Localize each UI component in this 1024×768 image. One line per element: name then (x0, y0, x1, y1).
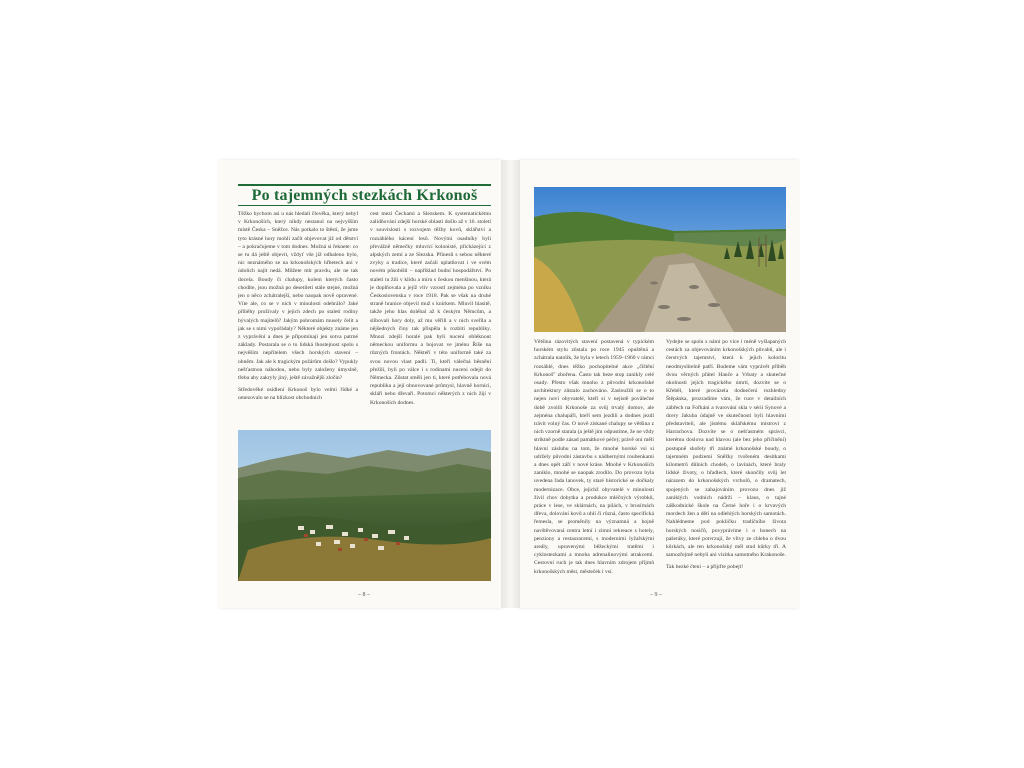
paragraph: Středověké osídlení Krkonoš bylo velmi řídké a omezovalo se na blízkost obchodních (238, 387, 358, 402)
left-column-2 (370, 210, 491, 424)
page-number-right: – 9 – (650, 592, 662, 598)
right-column-1 (534, 338, 654, 592)
title-rule-bottom (238, 205, 491, 206)
paragraph: Vydejte se spolu s námi po více i méně vyšlapaných cestách za objevováním krkonošských půvabů, ale i čerstvých tajemství, která k jejich koloritu neodmyslitelně patří. Budeme vám vyprávět příběh dvou věrných přátel Hanče a Vrbaty a skutečné okolnosti jejich tragického úmrtí, dozvíte se o Křeběl, které provázela dodnečení rozhledny Štěpánka, prozradíme vám, že ruce v detailních zábřech na Fořkáni a tvarování skla v sérii Synové a dcery Jakuba údajně ve skutečnosti byli hlavními představiteli, ale jistému sklářskému mistrovi z Harrachova. Dozvíte se o nešťastném správci, kterému doslova nad hlavou (ale bez jeho přičinění) postupně shořely tři známé krkonošské boudy, o tajemném podzemí Sněžky tvořeném desítkami kilometrů důlních chodeb, o lavinách, které braly lidské životy, o hřadlech, které skončily svůj let nárazem do krkonošských vrcholů, o dramatech, spojených se zahajováním provozu dnes již zaniklých vodních nádrží – klaus, o tajné záškodnické škole na Černé hoře i o krvavých mordech žen a dětí na odlehlých horských samotách. Nahlédneme pod pokličku tradičního života horských nosičů, povyprávíme i o honech na pašeráky, které potvrzují, že vlivy ze chleba o dvou kůrkách, ale ten krkonošský měl stud kůrky tři. A samozřejmě nebyli ani vizitka samotného Krakonoše. (666, 339, 786, 559)
chapter-title: Po tajemných stezkách Krkonoš (251, 187, 478, 204)
right-column-2 (666, 338, 786, 592)
valley-town-photo-graphic (238, 430, 491, 581)
paragraph: Tak hezké čtení – a přijďte pobejt! (666, 564, 744, 571)
paragraph: Většina rázovitých stavení postavená v typickém horském stylu zůstala po roce 1945 opuštěná a zchátrala natolik, že byla v letech 1959–1960 v rámci rozsáhlé, dnes těžko pochopitelné akce „čištění Krkonoš" zbořena. Často tak beze stop zanikly celé osady. Přesto však mnoho z původní krkonošské architektury zůstalo zachováno. Zasloužili se o to nejen noví obyvatelé, kteří si v nejistě povälečné době zvolili Krkonoše za svůj trvalý domov, ale zejména chalupáři, kteří sem jezdili a dodnes jezdí trávit volný čas. O nově získané chalupy se většina z nich vzorně starala (a ještě jim odpustíme, že ne vždy striktně podle zásad památkové péče); právě oni mělí hlavní zásluhu na tom, že mnohé horské vsi si udržely původní zástavbu s nádhernými roubenkami a dnes opět září v nové kráse. Mnohé v Krkonoších zaniklo, mnohé se naopak zrodilo. Do provozu byla uvedena řada lanovek, ty staré historické se dočkaly modernizace. Obce, jejichž obyvatelé v minulosti živil chov dobytka a produkce mléčných výrobků, práce v lese, ve sklárnách, na pilách, v brusírnách dřeva, dolování kovů a uhlí či různá, často specifická řemesla, se proměnily na významná a hojně navštěvovaná centra letní i zimní rekreace s hotely, penziony a restauracemi, s moderními lyžařskými areály, upravenými běžeckými tratěmi i cyklostezkami a mnoha adrenalinovými atrakcemi. Cestovní ruch je tak dnes hlavním zdrojem příjmů krkonošských měst, městeček i vsí. (534, 339, 654, 575)
book-gutter (501, 160, 520, 608)
paragraph: cest mezi Čechami a Slezskem. K systematickému zalidňování zdejší horské oblasti došlo až v 16. století v souvislosti s rozvojem těžby kovů, sklářství a rozsáhlého kácení lesů. Novými osadníky byli převážně němečky mluvící kolonisté, přicházející z alpských zemí a ze Slezska. Přinesli s sebou některé zvyky a tradice, které začali uplatňovat i ve svém novém působišti – například budní hospodářství. Po staletí tu žili v klidu a míru s českou menšinou, která je doplňovala a jejíž vliv vzrostl zejména po vzniku Československa v roce 1918. Pak se však na druhé straně hranice objevil muž s knírkem. Mluvil hlasitě, takže jeho hlas doléhal až k českým Němcům, a slibovali hory doly, až mu věřili a v nich sveřila a nějšedných činy tak přispěla k rozbití republiky. Mnozí zdejší horalé pak byli nuceni obléknout německou uniformu a bojovat ve jménu Říše na různých frontách. Někteří v této uniformě také za svou novou vlast padli. Ti, kteří válečná běsnění přežili, byli po válce i s rodinami nuceni odejít do Německa. Zůstat směli jen ti, které potřebovala nová republika a její obnovované průmysl, hlavně horníci, skláři nebo dřevaři. Potomci některých z nich žijí v Krkonoších dodnes. (370, 211, 491, 406)
valley-town-photo (238, 430, 491, 581)
paragraph: Těžko bychom asi u nás hledali člověka, který nebyl v Krkonoších, který nikdy nestanul na nejvyšším místě Česka – Sněžce. Nás potkalo to štěstí, že jsme tyto krásné hory mohli začít objevovat již od dětství – a pokračujeme v tom dodnes. Možná si řeknete: co se tu dá ještě objevit, vždyť vše již odhaleno bylo, nic neznámého se na krkonošských hřbetech ani v údolích najít nedá. Můžete mít pravdu, ale ne tak docela. Boudy či chalupy, kolem kterých často chodíte, jsou možná po desetiletí stále stejné, možná jen o něco zchátralejší, nebo naopak nově opravené. Víte ale, co se v nich v minulosti odehrálo? Jaké příběhy prožívaly v jejich zdech po staletí rodiny bývalých majitelů? Jakým pohromám musely čelit a jak se s nimi vypořádaly? Některé objekty známe jen z vyprávění a dnes je připomínají jen sotva patrné základy. Postarala se o to lidská lhostejnost spolu s nejvěším nepřítelem všech horských stavení – ohněm. Jak ale k tragickým požárům došlo? Vypukly nešťastnou náhodou, nebo byly založeny úmyslně, třeba aby zakryly jiný, ještě závažnější zločin? (238, 211, 358, 382)
mountain-trail-photo-graphic (534, 187, 786, 332)
mountain-trail-photo (534, 187, 786, 332)
left-column-1 (238, 210, 358, 432)
page-number-left: – 8 – (358, 592, 370, 598)
